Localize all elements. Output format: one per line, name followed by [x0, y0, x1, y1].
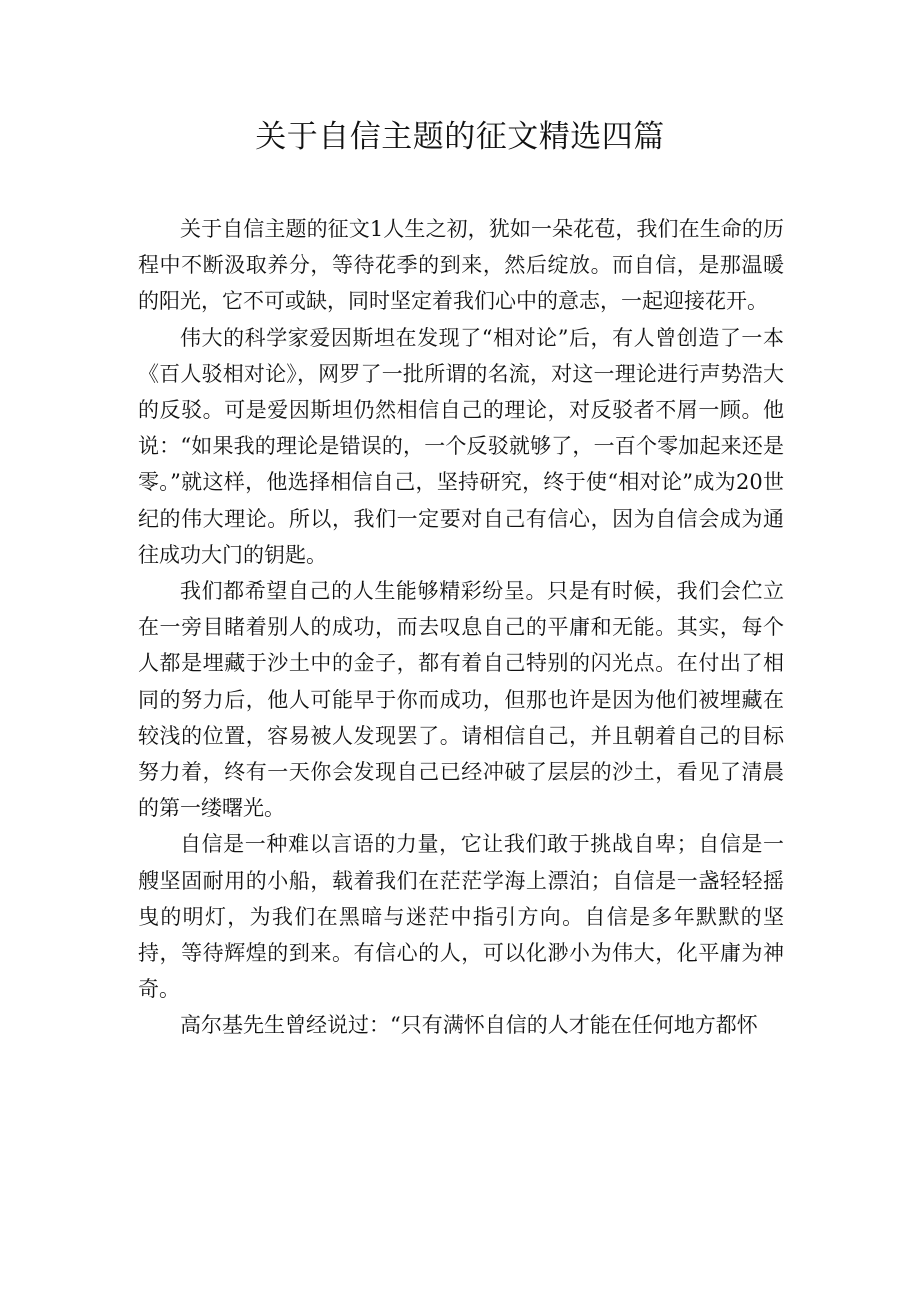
paragraph: 伟大的科学家爱因斯坦在发现了“相对论”后，有人曾创造了一本《百人驳相对论》，网罗了一批所谓的名流，对这一理论进行声势浩大的反驳。可是爱因斯坦仍然相信自己的理论，对反驳者不屑一顾。他说：“如果我的理论是错误的，一个反驳就够了，一百个零加起来还是零。”就这样，他选择相信自己，坚持研究，终于使“相对论”成为20世纪的伟大理论。所以，我们一定要对自己有信心，因为自信会成为通往成功大门的钥匙。 [138, 325, 784, 567]
document-body [138, 211, 784, 1044]
document-title: 关于自信主题的征文精选四篇 [255, 119, 665, 155]
paragraph: 自信是一种难以言语的力量，它让我们敢于挑战自卑；自信是一艘坚固耐用的小船，载着我们在茫茫学海上漂泊；自信是一盏轻轻摇曳的明灯，为我们在黑暗与迷茫中指引方向。自信是多年默默的坚持，等待辉煌的到来。有信心的人，可以化渺小为伟大，化平庸为神奇。 [138, 832, 784, 1002]
paragraph: 高尔基先生曾经说过：“只有满怀自信的人才能在任何地方都怀 [180, 1013, 758, 1038]
paragraph: 我们都希望自己的人生能够精彩纷呈。只是有时候，我们会伫立在一旁目睹着别人的成功，而去叹息自己的平庸和无能。其实，每个人都是埋藏于沙土中的金子，都有着自己特别的闪光点。在付出了相同的努力后，他人可能早于你而成功，但那也许是因为他们被埋藏在较浅的位置，容易被人发现罢了。请相信自己，并且朝着自己的目标努力着，终有一天你会发现自己已经冲破了层层的沙土，看见了清晨的第一缕曙光。 [138, 579, 784, 821]
paragraph: 关于自信主题的征文1人生之初，犹如一朵花苞，我们在生命的历程中不断汲取养分，等待花季的到来，然后绽放。而自信，是那温暖的阳光，它不可或缺，同时坚定着我们心中的意志，一起迎接花开。 [138, 217, 784, 314]
